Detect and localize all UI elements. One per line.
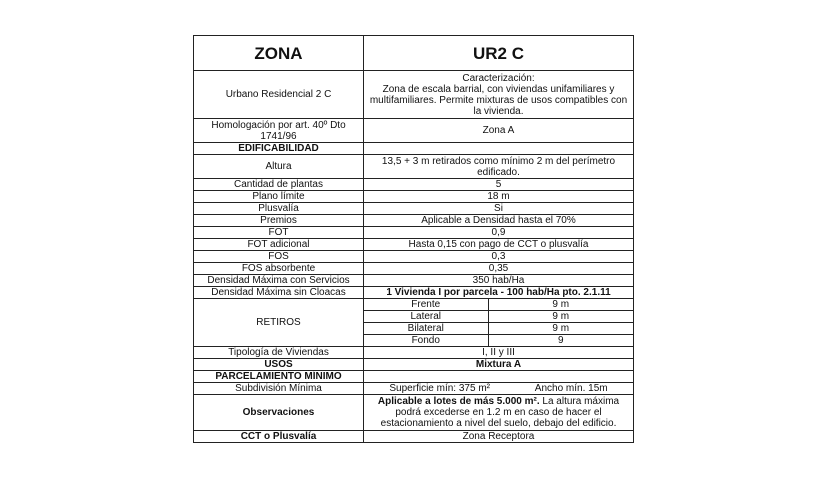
header-row — [194, 36, 634, 71]
retiro-row — [364, 299, 633, 311]
cct-value: Zona Receptora — [364, 431, 634, 443]
retiros-subtable — [364, 299, 633, 346]
row-plusvalia — [194, 203, 634, 215]
observaciones-bold: Aplicable a lotes de más 5.000 m². — [377, 396, 540, 407]
retiros-subtable-cell — [364, 299, 634, 347]
retiro-value: 9 m — [488, 299, 633, 311]
usos-value: Mixtura A — [364, 359, 634, 371]
row-observaciones — [194, 395, 634, 431]
row-densidad-servicios — [194, 275, 634, 287]
plusvalia-label: Plusvalía — [194, 203, 364, 215]
usos-label: USOS — [194, 359, 364, 371]
altura-value: 13,5 + 3 m retirados como mínimo 2 m del perímetro edificado. — [364, 155, 634, 179]
dens-cloacas-value: 1 Vivienda I por parcela - 100 hab/Ha pto. 2.1.11 — [364, 287, 634, 299]
header-zona: ZONA — [194, 36, 364, 71]
fos-abs-label: FOS absorbente — [194, 263, 364, 275]
dens-serv-value: 350 hab/Ha — [364, 275, 634, 287]
plusvalia-value: Si — [364, 203, 634, 215]
fos-value: 0,3 — [364, 251, 634, 263]
retiro-label: Lateral — [364, 311, 488, 323]
plano-label: Plano límite — [194, 191, 364, 203]
caracterizacion-title: Caracterización: — [462, 72, 535, 84]
row-homologacion — [194, 119, 634, 143]
row-edificabilidad — [194, 143, 634, 155]
caracterizacion-cell — [364, 71, 634, 119]
edificabilidad-heading: EDIFICABILIDAD — [194, 143, 364, 155]
row-fot-adicional — [194, 239, 634, 251]
cct-label: CCT o Plusvalía — [194, 431, 364, 443]
retiro-value: 9 m — [488, 323, 633, 335]
caracterizacion-text: Zona de escala barrial, con viviendas unifamiliares y multifamiliares. Permite mixturas de usos compatibles con la vivienda. — [369, 83, 628, 117]
row-fos-absorbente — [194, 263, 634, 275]
ancho-value: Ancho mín. 15m — [534, 383, 608, 394]
tipologia-value: I, II y III — [364, 347, 634, 359]
row-plantas — [194, 179, 634, 191]
fot-adicional-label: FOT adicional — [194, 239, 364, 251]
row-fos — [194, 251, 634, 263]
retiro-row — [364, 311, 633, 323]
row-caracterizacion — [194, 71, 634, 119]
row-cct — [194, 431, 634, 443]
header-zone-code: UR2 C — [364, 36, 634, 71]
fot-adicional-value: Hasta 0,15 con pago de CCT o plusvalía — [364, 239, 634, 251]
row-subdivision — [194, 383, 634, 395]
homologacion-label: Homologación por art. 40º Dto 1741/96 — [194, 119, 364, 143]
plantas-label: Cantidad de plantas — [194, 179, 364, 191]
row-premios — [194, 215, 634, 227]
retiros-label: RETIROS — [194, 299, 364, 347]
fos-abs-value: 0,35 — [364, 263, 634, 275]
fos-label: FOS — [194, 251, 364, 263]
row-parcelamiento — [194, 371, 634, 383]
zoning-sheet — [193, 35, 633, 443]
row-plano-limite — [194, 191, 634, 203]
retiro-label: Bilateral — [364, 323, 488, 335]
row-retiros — [194, 299, 634, 347]
fot-label: FOT — [194, 227, 364, 239]
subdivision-value — [364, 383, 634, 395]
retiro-value: 9 — [488, 335, 633, 347]
homologacion-value: Zona A — [364, 119, 634, 143]
row-tipologia — [194, 347, 634, 359]
row-altura — [194, 155, 634, 179]
row-fot — [194, 227, 634, 239]
parcelamiento-heading: PARCELAMIENTO MÍNIMO — [194, 371, 364, 383]
tipologia-label: Tipología de Viviendas — [194, 347, 364, 359]
premios-label: Premios — [194, 215, 364, 227]
observaciones-text: La altura máxima podrá excederse en 1.2 m en caso de hacer el estacionamiento a nivel del suelo, debajo del edificio. — [380, 396, 620, 429]
retiro-label: Fondo — [364, 335, 488, 347]
subdivision-label: Subdivisión Mínima — [194, 383, 364, 395]
zone-name: Urbano Residencial 2 C — [194, 71, 364, 119]
altura-label: Altura — [194, 155, 364, 179]
row-usos — [194, 359, 634, 371]
plantas-value: 5 — [364, 179, 634, 191]
premios-value: Aplicable a Densidad hasta el 70% — [364, 215, 634, 227]
observaciones-value — [364, 395, 634, 431]
dens-serv-label: Densidad Máxima con Servicios — [194, 275, 364, 287]
dens-cloacas-label: Densidad Máxima sin Cloacas — [194, 287, 364, 299]
fot-value: 0,9 — [364, 227, 634, 239]
zoning-table — [193, 35, 634, 443]
retiro-value: 9 m — [488, 311, 633, 323]
row-densidad-cloacas — [194, 287, 634, 299]
plano-value: 18 m — [364, 191, 634, 203]
retiro-label: Frente — [364, 299, 488, 311]
retiro-row — [364, 335, 633, 347]
retiro-row — [364, 323, 633, 335]
observaciones-label: Observaciones — [194, 395, 364, 431]
superficie-value: Superficie mín: 375 m² — [389, 383, 490, 394]
